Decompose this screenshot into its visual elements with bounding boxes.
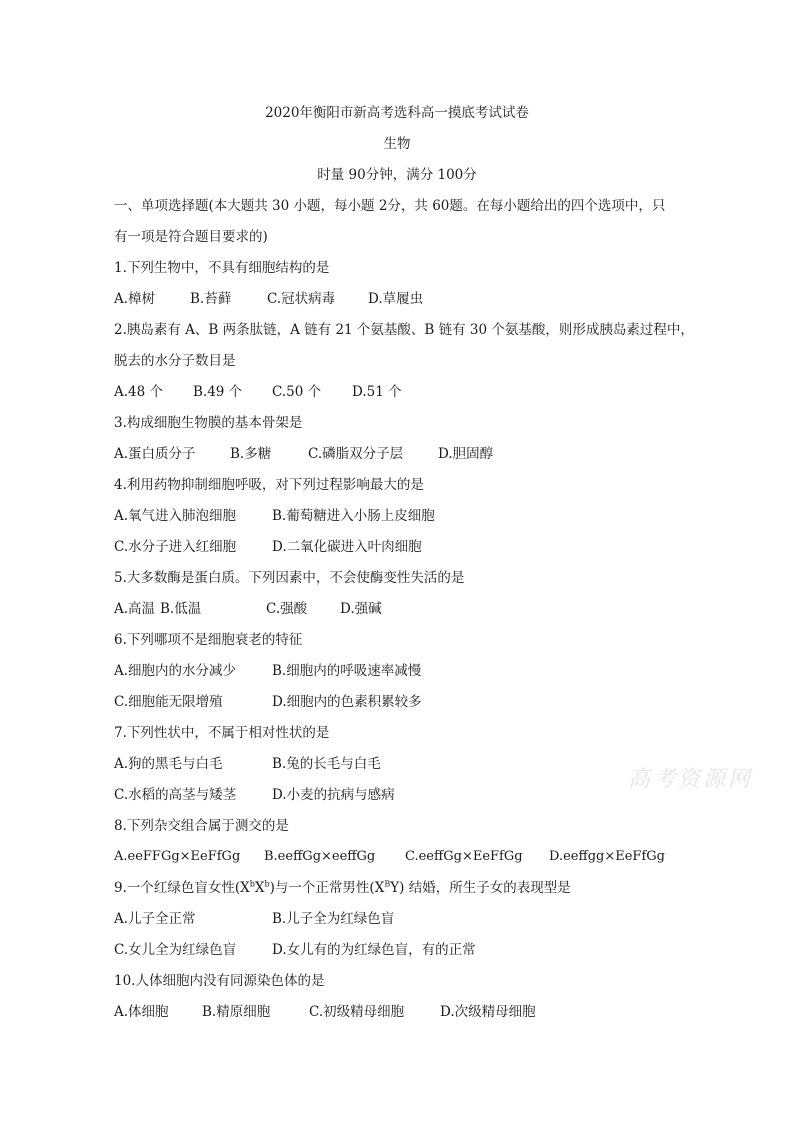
watermark: 高考资源网 — [628, 767, 754, 792]
question-7-stem: 7.下列性状中，不属于相对性状的是 — [114, 725, 330, 741]
option-b: B.多糖 — [230, 446, 272, 462]
option-c: C.水稻的高茎与矮茎 — [114, 787, 237, 803]
question-6-options-row2 — [114, 692, 422, 712]
option-a: A.氧气进入肺泡细胞 — [114, 508, 237, 524]
stem-pre: 9.一个红绿色盲女性( — [114, 880, 241, 896]
question-2-stem-line2: 脱去的水分子数目是 — [114, 353, 236, 369]
option-c: C.初级精母细胞 — [309, 1004, 405, 1020]
genotype-superscript: B — [384, 879, 391, 889]
option-d: D.细胞内的色素积累较多 — [272, 694, 422, 710]
female-genotype — [240, 880, 270, 896]
option-b: B.精原细胞 — [202, 1004, 271, 1020]
genotype-letter: Y — [390, 880, 400, 896]
option-b: B.eeffGg×eeffGg — [264, 849, 376, 864]
option-b: B.苔藓 — [190, 291, 232, 307]
option-d: D.草履虫 — [368, 291, 424, 307]
stem-post: ) 结婚，所生子女的表现型是 — [399, 880, 571, 896]
option-d: D.胆固醇 — [438, 446, 494, 462]
option-c: C.磷脂双分子层 — [308, 446, 404, 462]
option-d: D.51 个 — [352, 384, 402, 400]
option-c: C.强酸 — [266, 601, 308, 617]
option-a: A.狗的黑毛与白毛 — [114, 756, 223, 772]
option-a: A.48 个 — [114, 384, 164, 400]
option-b: B.儿子全为红绿色盲 — [272, 911, 395, 927]
option-d: D.次级精母细胞 — [440, 1004, 536, 1020]
section-heading-line1: 一、单项选择题(本大题共 30 小题，每小题 2分，共 60题。在每小题给出的四个选项中，只 — [114, 198, 666, 214]
question-6-stem: 6.下列哪项不是细胞衰老的特征 — [114, 632, 303, 648]
question-1-stem: 1.下列生物中，不具有细胞结构的是 — [114, 260, 330, 276]
option-c: C.eeffGg×EeFfGg — [405, 849, 523, 864]
option-d: D.小麦的抗病与感病 — [272, 787, 395, 803]
question-8-options — [114, 847, 665, 867]
question-9-options-row1 — [114, 909, 394, 929]
question-4-options-row2 — [114, 537, 422, 557]
question-6-options-row1 — [114, 661, 421, 681]
option-b: B.49 个 — [193, 384, 243, 400]
option-d: D.eeffgg×EeFfGg — [549, 849, 665, 864]
option-a: A.体细胞 — [114, 1004, 169, 1020]
question-3-stem: 3.构成细胞生物膜的基本骨架是 — [114, 415, 303, 431]
genotype-letter: X — [254, 880, 265, 896]
option-b: B.低温 — [160, 601, 202, 617]
question-4-stem: 4.利用药物抑制细胞呼吸，对下列过程影响最大的是 — [114, 477, 424, 493]
option-b: B.葡萄糖进入小肠上皮细胞 — [272, 508, 435, 524]
question-9-options-row2 — [114, 940, 476, 960]
exam-meta: 时量 90分钟，满分 100分 — [317, 167, 477, 183]
option-c: C.50 个 — [272, 384, 322, 400]
question-3-options — [114, 444, 493, 464]
subject-title: 生物 — [383, 136, 411, 152]
question-7-options-row2 — [114, 785, 395, 805]
question-2-options — [114, 382, 402, 402]
question-10-stem: 10.人体细胞内没有同源染色体的是 — [114, 973, 325, 989]
option-a: A.蛋白质分子 — [114, 446, 196, 462]
question-10-options — [114, 1002, 536, 1022]
option-c: C.水分子进入红细胞 — [114, 539, 237, 555]
option-b: B.兔的长毛与白毛 — [272, 756, 381, 772]
question-9-stem — [114, 878, 571, 898]
exam-title: 2020年衡阳市新高考选科高一摸底考试试卷 — [265, 105, 529, 121]
genotype-superscript: b — [264, 879, 270, 889]
question-8-stem: 8.下列杂交组合属于测交的是 — [114, 818, 289, 834]
option-c: C.冠状病毒 — [267, 291, 336, 307]
option-d: D.女儿有的为红绿色盲，有的正常 — [272, 942, 476, 958]
option-c: C.细胞能无限增殖 — [114, 694, 223, 710]
option-d: D.二氧化碳进入叶肉细胞 — [272, 539, 422, 555]
question-5-stem: 5.大多数酶是蛋白质。下列因素中，不会使酶变性失活的是 — [114, 570, 465, 586]
stem-mid: )与一个正常男性( — [269, 880, 375, 896]
option-d: D.强碱 — [340, 601, 382, 617]
genotype-letter: X — [374, 880, 385, 896]
question-2-stem-line1: 2.胰岛素有 A、B 两条肽链，A 链有 21 个氨基酸、B 链有 30 个氨基酸，则形成胰岛素过程中， — [114, 322, 694, 338]
section-heading-line2: 有一项是符合题目要求的) — [114, 229, 268, 245]
option-a: A.高温 — [114, 601, 156, 617]
option-b: B.细胞内的呼吸速率减慢 — [272, 663, 422, 679]
question-4-options-row1 — [114, 506, 435, 526]
option-a: A.细胞内的水分减少 — [114, 663, 237, 679]
question-1-options — [114, 289, 423, 309]
question-7-options-row1 — [114, 754, 381, 774]
genotype-superscript: b — [249, 879, 255, 889]
option-a: A.樟树 — [114, 291, 156, 307]
option-a: A.eeFFGg×EeFfGg — [114, 849, 241, 864]
option-c: C.女儿全为红绿色盲 — [114, 942, 237, 958]
male-genotype — [375, 880, 399, 896]
question-5-options — [114, 599, 382, 619]
option-a: A.儿子全正常 — [114, 911, 196, 927]
genotype-letter: X — [240, 880, 250, 896]
